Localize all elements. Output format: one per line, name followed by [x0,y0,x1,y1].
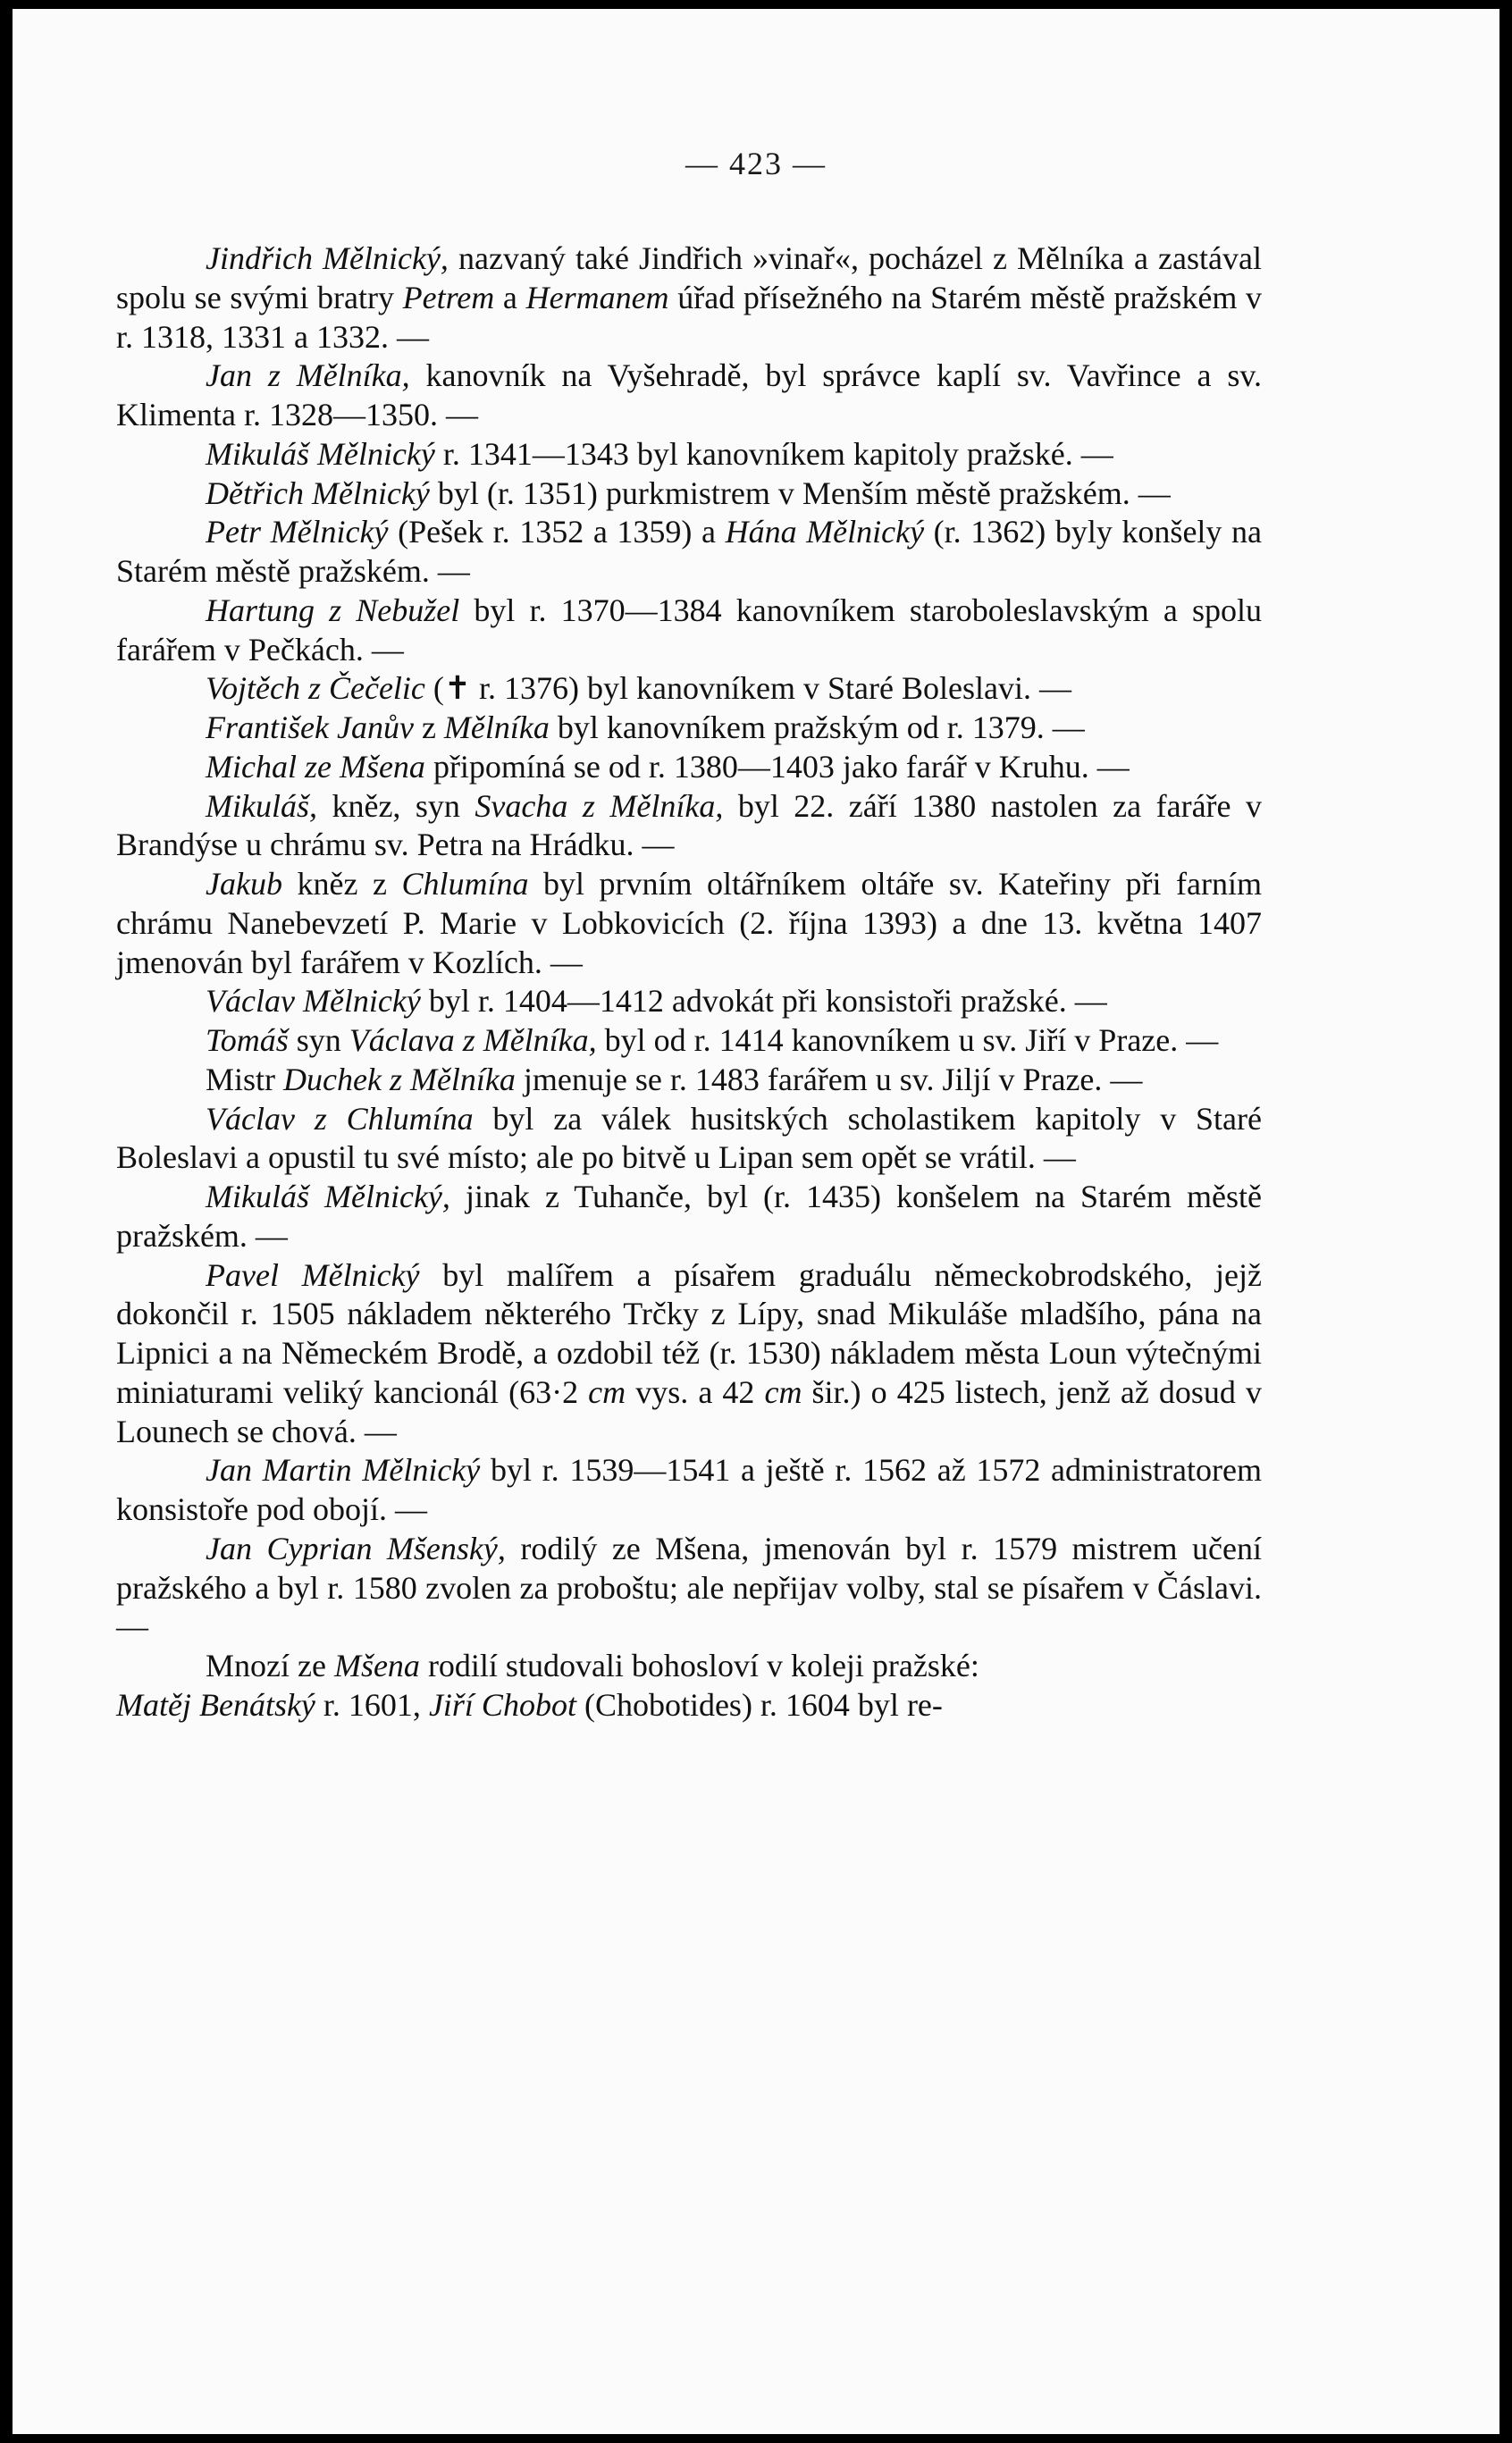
text-run: (Pešek r. 1352 a 1359) a [388,514,726,550]
text-run: (Chobotides) r. 1604 byl re- [575,1686,943,1723]
paragraph [116,1647,1262,1686]
italic-name: Jiří Chobot [428,1686,576,1723]
italic-name: Václav z Chlumína [206,1100,474,1137]
text-run: kněz z [281,866,402,902]
italic-name: Václava z Mělníka, [349,1022,597,1058]
text-run: nazvaný také Jindřich »vinař«, pocházel z Mělníka a zastával spolu se svými bratry [116,240,1262,315]
paragraph [116,1061,1262,1100]
italic-name: Matěj Benátský [116,1686,315,1723]
text-run: byl malířem a písařem graduálu německobrodského, jejž dokončil r. 1505 nákladem některého Trčky z Lípy, snad Mikuláše mladšího, pána na Lipnici a na Německém Brodě, a ozdobil též (r. 1530) nákladem města Loun výtečnými miniaturami veliký kancionál (63·2 [116,1256,1263,1410]
paragraph [116,474,1262,514]
paragraph [116,1100,1262,1179]
text-run: připomíná se od r. 1380—1403 jako farář v Kruhu. — [424,748,1130,785]
italic-name: Václav Mělnický [206,983,421,1020]
paragraph [116,669,1262,709]
italic-name: Jakub [206,866,282,902]
paragraph [116,1530,1262,1647]
paragraph [116,357,1262,435]
text-run: kněz, syn [316,787,475,824]
paragraph [116,1021,1262,1061]
text-run: a [494,279,526,315]
italic-name: František Janův [206,709,414,745]
text-run: syn [288,1022,349,1058]
paragraph [116,239,1262,357]
italic-name: Dětřich Mělnický [206,474,430,511]
text-run: kanovník na Vyšehradě, byl správce kaplí sv. Vavřince a sv. Klimenta r. 1328—1350. — [116,357,1262,432]
italic-name: Vojtěch z Čečelic [206,670,425,707]
text-run: byl prvním oltářníkem oltáře sv. Kateřiny při farním chrámu Nanebevzetí P. Marie v Lobkovicích (2. října 1393) a dne 13. května 1407 jmenován byl farářem v Kozlích. — [116,866,1262,980]
text-run: byl od r. 1414 kanovníkem u sv. Jiří v Praze. — [596,1022,1219,1058]
text-run: šir.) o 425 listech, jenž až dosud v Lounech se chová. — [116,1373,1262,1449]
italic-name: Mikuláš Mělnický, [206,1179,450,1214]
paragraph [116,513,1262,592]
paragraph [116,1256,1262,1452]
text-run: Mnozí ze [206,1648,334,1683]
italic-name: Jan Martin Mělnický [206,1452,481,1489]
paragraph [116,865,1262,982]
text-run: byl r. 1370—1384 kanovníkem staroboleslavským a spolu farářem v Pečkách. — [116,592,1263,667]
text-run: (r. 1362) byly konšely na Starém městě pražském. — [116,514,1262,589]
italic-name: Petrem [402,279,495,315]
italic-name: Pavel Mělnický [206,1256,420,1293]
text-run: r. 1601, [315,1686,429,1723]
paragraph [116,787,1262,866]
italic-name: Jindřich Mělnický, [206,240,449,276]
text-run: jinak z Tuhanče, byl (r. 1435) konšelem na Starém městě pražském. — [116,1179,1263,1254]
italic-name: Hána Mělnický [725,514,925,550]
italic-name: Tomáš [206,1022,289,1058]
italic-name: Petr Mělnický [206,514,389,550]
text-run: byl za válek husitských scholastikem kapitoly v Staré Boleslavi a opustil tu své místo; ale po bitvě u Lipan sem opět se vrátil. — [116,1100,1262,1176]
text-run: byl r. 1404—1412 advokát při konsistoři pražské. — [420,983,1107,1020]
text-run: rodilý ze Mšena, jmenován byl r. 1579 mistrem učení pražského a byl r. 1580 zvolen za proboštu; ale nepřijav volby, stal se písařem v Čáslavi. — [116,1530,1262,1645]
italic-name: Hermanem [525,279,669,315]
italic-name: Mělníka [443,709,550,745]
italic-name: Chlumína [401,866,529,902]
paragraph [116,982,1262,1021]
text-run: byl 22. září 1380 nastolen za faráře v Brandýse u chrámu sv. Petra na Hrádku. — [116,787,1263,863]
text-run: z [413,709,444,745]
body-text [116,239,1262,1725]
paragraph [116,1451,1262,1530]
text-run: byl r. 1539—1541 a ještě r. 1562 až 1572 administratorem konsistoře pod obojí. — [116,1452,1262,1527]
italic-name: Jan z Mělníka, [206,357,410,394]
text-run: úřad přísežného na Starém městě pražském v r. 1318, 1331 a 1332. — [116,279,1262,355]
paragraph [116,1178,1262,1256]
italic-name: cm [588,1373,626,1410]
text-run: (✝ r. 1376) byl kanovníkem v Staré Boleslavi. — [424,670,1071,707]
text-run: Mistr [206,1061,284,1097]
page-number-header: — 423 — [685,146,827,181]
paragraph [116,592,1262,670]
italic-name: Mikuláš, [206,787,317,824]
paragraph [116,435,1262,474]
italic-name: Mikuláš Mělnický [206,435,435,472]
italic-name: Duchek z Mělníka [283,1061,516,1097]
italic-name: Michal ze Mšena [206,748,425,785]
text-run: vys. a 42 [626,1373,765,1410]
italic-name: Mšena [333,1648,420,1683]
text-run: byl kanovníkem pražským od r. 1379. — [549,709,1085,745]
paragraph [116,709,1262,748]
book-page [13,9,1499,2434]
text-run: byl (r. 1351) purkmistrem v Menším městě pražském. — [429,474,1171,511]
text-run: jmenuje se r. 1483 farářem u sv. Jiljí v Praze. — [515,1061,1143,1097]
italic-name: Jan Cyprian Mšenský, [206,1530,506,1566]
text-run: r. 1341—1343 byl kanovníkem kapitoly pražské. — [434,435,1113,472]
paragraph [116,1686,1262,1725]
italic-name: Hartung z Nebužel [206,592,460,628]
paragraph [116,748,1262,787]
italic-name: cm [764,1373,802,1410]
text-run: rodilí studovali bohosloví v koleji pražské: [419,1648,979,1683]
italic-name: Svacha z Mělníka, [475,787,724,824]
